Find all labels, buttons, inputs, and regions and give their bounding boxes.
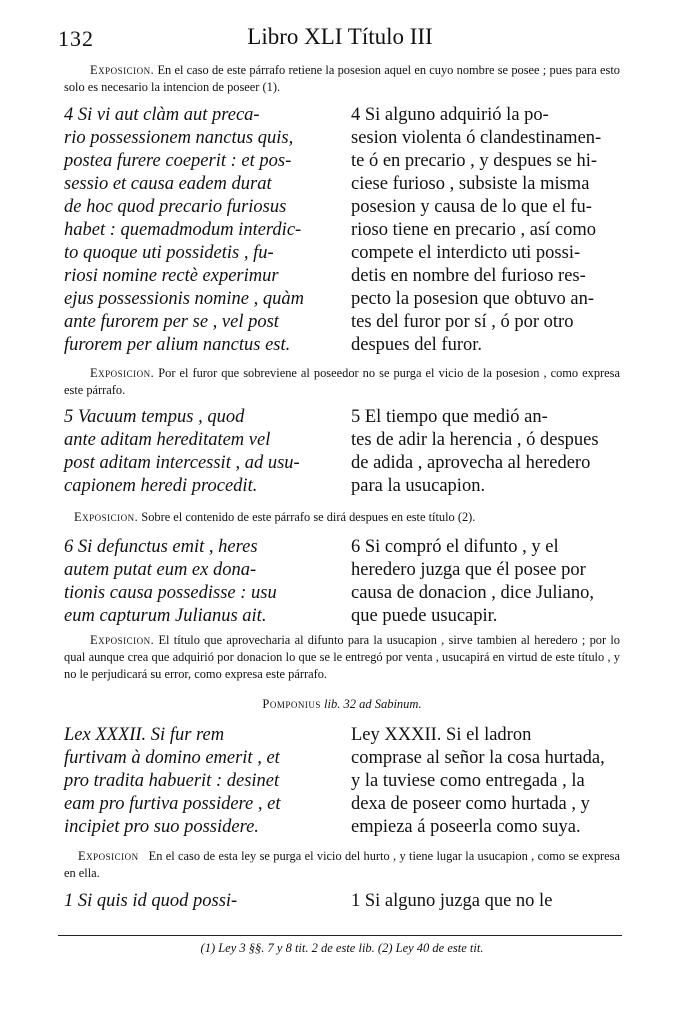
latin-line: ante aditam hereditatem vel xyxy=(64,430,271,450)
latin-line: postea furere coeperit : et pos- xyxy=(64,151,292,171)
exposicion-text: Por el furor que sobreviene al poseedor no se purga el vicio de la posesion , como expresa este párrafo. xyxy=(64,366,620,397)
spanish-line: te ó en precario , y despues se hi- xyxy=(351,151,598,171)
spanish-line: 6 Si compró el difunto , y el xyxy=(351,537,559,557)
exposicion-paragraph xyxy=(64,62,620,96)
exposicion-paragraph xyxy=(64,848,620,882)
latin-line: sessio et causa eadem durat xyxy=(64,174,272,194)
exposicion-label: Exposicion. xyxy=(90,366,155,380)
latin-line: post aditam intercessit , ad usu- xyxy=(64,453,300,473)
latin-line: 4 Si vi aut clàm aut preca- xyxy=(64,105,260,125)
spanish-line: y la tuviese como entregada , la xyxy=(351,771,585,791)
latin-line: 5 Vacuum tempus , quod xyxy=(64,407,245,427)
spanish-line: comprase al señor la cosa hurtada, xyxy=(351,748,605,768)
latin-line: habet : quemadmodum interdic- xyxy=(64,220,302,240)
latin-line: autem putat eum ex dona- xyxy=(64,560,257,580)
exposicion-label: Exposicion. xyxy=(90,633,155,647)
exposicion-text: El título que aprovecharia al difunto para la usucapion , sirve tambien al heredero ; por lo qual aunque crea que adquirió por donacion lo que se le entregó por venta , usucapirá en virtud de este título , y no le perjudicará su error, como expresa este párrafo. xyxy=(64,633,620,681)
spanish-line: 1 Si alguno juzga que no le xyxy=(351,891,553,911)
latin-line: pro tradita habuerit : desinet xyxy=(64,771,280,791)
spanish-line: causa de donacion , dice Juliano, xyxy=(351,583,594,603)
spanish-column xyxy=(351,104,623,357)
spanish-line: Ley XXXII. Si el ladron xyxy=(351,725,532,745)
latin-line: Lex XXXII. Si fur rem xyxy=(64,725,225,745)
spanish-line: tes del furor por sí , ó por otro xyxy=(351,312,574,332)
source-citation xyxy=(64,697,620,712)
spanish-column xyxy=(351,724,623,839)
spanish-line: tes de adir la herencia , ó despues xyxy=(351,430,599,450)
latin-column xyxy=(64,104,336,357)
footnotes: (1) Ley 3 §§. 7 y 8 tit. 2 de este lib. (2) Ley 40 de este tit. xyxy=(200,941,484,955)
page-number: 132 xyxy=(58,26,94,51)
exposicion-paragraph xyxy=(64,509,620,526)
spanish-line: empieza á poseerla como suya. xyxy=(351,817,581,837)
latin-line: 1 Si quis id quod possi- xyxy=(64,891,238,911)
spanish-line: sesion violenta ó clandestinamen- xyxy=(351,128,602,148)
exposicion-text: En el caso de este párrafo retiene la posesion aquel en cuyo nombre se posee ; pues para esto solo es necesario la intencion de poseer (1). xyxy=(64,63,620,94)
spanish-column xyxy=(351,890,623,913)
citation-author: Pomponius xyxy=(262,697,321,711)
exposicion-paragraph xyxy=(64,365,620,399)
latin-column xyxy=(64,536,336,628)
latin-line: rio possessionem nanctus quis, xyxy=(64,128,294,148)
latin-column xyxy=(64,406,336,498)
spanish-line: heredero juzga que él posee por xyxy=(351,560,586,580)
exposicion-text: En el caso de esta ley se purga el vicio del hurto , y tiene lugar la usucapion , como se expresa en ella. xyxy=(64,849,620,880)
latin-line: capionem heredi procedit. xyxy=(64,476,258,496)
page-header xyxy=(58,20,622,52)
exposicion-label: Exposicion xyxy=(78,849,139,863)
latin-line: ejus possessionis nomine , quàm xyxy=(64,289,304,309)
latin-column xyxy=(64,890,336,913)
latin-line: incipiet pro suo possidere. xyxy=(64,817,259,837)
latin-line: tionis causa possedisse : usu xyxy=(64,583,277,603)
spanish-line: de adida , aprovecha al heredero xyxy=(351,453,591,473)
citation-text: lib. 32 ad Sabinum. xyxy=(324,697,422,711)
latin-line: 6 Si defunctus emit , heres xyxy=(64,537,258,557)
latin-line: de hoc quod precario furiosus xyxy=(64,197,287,217)
spanish-line: detis en nombre del furioso res- xyxy=(351,266,586,286)
latin-column xyxy=(64,724,336,839)
spanish-line: 5 El tiempo que medió an- xyxy=(351,407,548,427)
exposicion-label: Exposicion. xyxy=(74,510,139,524)
spanish-line: pecto la posesion que obtuvo an- xyxy=(351,289,595,309)
latin-line: furorem per alium nanctus est. xyxy=(64,335,291,355)
spanish-column xyxy=(351,536,623,628)
latin-line: eum capturum Julianus ait. xyxy=(64,606,267,626)
spanish-line: ciese furioso , subsiste la misma xyxy=(351,174,590,194)
spanish-line: dexa de poseer como hurtada , y xyxy=(351,794,590,814)
spanish-line: 4 Si alguno adquirió la po- xyxy=(351,105,549,125)
latin-line: ante furorem per se , vel post xyxy=(64,312,279,332)
latin-line: to quoque uti possidetis , fu- xyxy=(64,243,274,263)
latin-line: eam pro furtiva possidere , et xyxy=(64,794,281,814)
spanish-line: para la usucapion. xyxy=(351,476,486,496)
latin-line: furtivam à domino emerit , et xyxy=(64,748,280,768)
running-head: Libro XLI Título III xyxy=(247,24,433,49)
spanish-line: compete el interdicto uti possi- xyxy=(351,243,581,263)
spanish-line: que puede usucapir. xyxy=(351,606,498,626)
spanish-line: despues del furor. xyxy=(351,335,483,355)
spanish-line: posesion y causa de lo que el fu- xyxy=(351,197,592,217)
latin-line: riosi nomine rectè experimur xyxy=(64,266,279,286)
spanish-line: rioso tiene en precario , así como xyxy=(351,220,597,240)
spanish-column xyxy=(351,406,623,498)
footnote-rule xyxy=(58,935,622,936)
exposicion-text: Sobre el contenido de este párrafo se dirá despues en este título (2). xyxy=(141,510,476,524)
exposicion-label: Exposicion. xyxy=(90,63,155,77)
exposicion-paragraph xyxy=(64,632,620,683)
